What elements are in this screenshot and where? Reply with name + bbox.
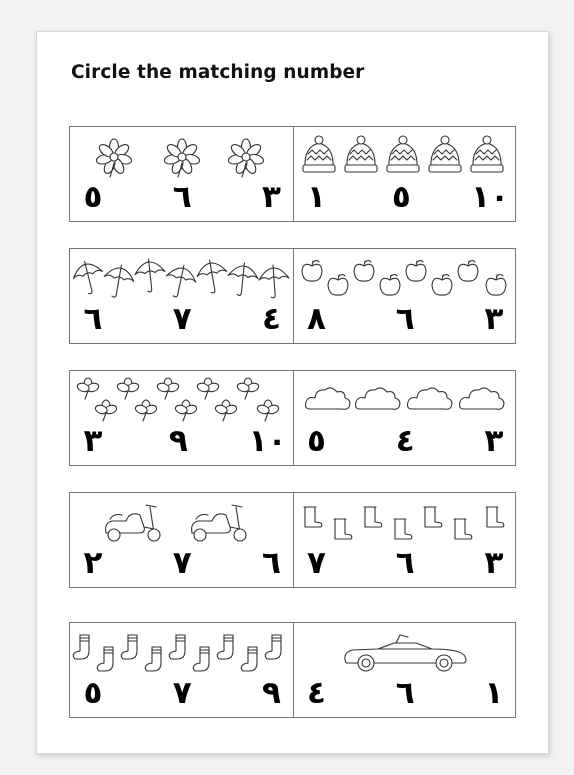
- number-choice[interactable]: ٢: [83, 545, 103, 581]
- number-choice[interactable]: ٥: [83, 675, 103, 711]
- exercise-row-2: [69, 248, 516, 344]
- hat-icon: [294, 127, 517, 185]
- umbrella-icon: [70, 249, 293, 307]
- number-choices: [70, 545, 293, 581]
- number-choices: [294, 179, 516, 215]
- exercise-box: [293, 127, 516, 221]
- number-choice[interactable]: ٤: [307, 675, 326, 711]
- boot-icon: [294, 493, 517, 551]
- number-choice[interactable]: ٦: [172, 179, 192, 215]
- exercise-box: [70, 493, 293, 587]
- flower-icon: [70, 127, 293, 185]
- exercise-box: [70, 127, 293, 221]
- number-choice[interactable]: ٩: [168, 423, 188, 459]
- exercise-row-5: [69, 622, 516, 718]
- number-choice[interactable]: ٣: [83, 423, 103, 459]
- number-choices: [70, 675, 293, 711]
- number-choice[interactable]: ٧: [307, 545, 326, 581]
- number-choice[interactable]: ٣: [484, 301, 504, 337]
- exercise-row-4: [69, 492, 516, 588]
- cloud-icon: [294, 371, 517, 429]
- number-choices: [70, 179, 293, 215]
- number-choice[interactable]: ٦: [262, 545, 281, 581]
- number-choice[interactable]: ٦: [395, 675, 415, 711]
- number-choice[interactable]: ٥: [307, 423, 326, 459]
- number-choice[interactable]: ٦: [395, 545, 415, 581]
- worksheet-page: [36, 31, 549, 754]
- leaf-icon: [70, 371, 293, 429]
- exercise-box: [70, 249, 293, 343]
- number-choice[interactable]: ٤: [262, 301, 281, 337]
- number-choice[interactable]: ٧: [172, 301, 192, 337]
- number-choice[interactable]: ٤: [395, 423, 415, 459]
- number-choices: [294, 423, 516, 459]
- number-choice[interactable]: ٥: [391, 179, 411, 215]
- number-choice[interactable]: ٣: [484, 423, 504, 459]
- apple-icon: [294, 249, 517, 307]
- number-choice[interactable]: ٧: [172, 675, 192, 711]
- number-choice[interactable]: ١: [484, 675, 504, 711]
- exercise-box: [293, 493, 516, 587]
- exercise-row-1: [69, 126, 516, 222]
- number-choice[interactable]: ٥: [83, 179, 103, 215]
- number-choice[interactable]: ٩: [262, 675, 281, 711]
- number-choices: [70, 301, 293, 337]
- number-choice[interactable]: ٣: [262, 179, 281, 215]
- page-title: Circle the matching number: [71, 62, 365, 83]
- exercise-box: [293, 249, 516, 343]
- car-icon: [294, 623, 517, 681]
- exercise-box: [293, 371, 516, 465]
- number-choice[interactable]: ٦: [83, 301, 103, 337]
- exercise-box: [293, 623, 516, 717]
- scooter-icon: [70, 493, 293, 551]
- exercise-row-3: [69, 370, 516, 466]
- number-choices: [294, 301, 516, 337]
- exercise-box: [70, 623, 293, 717]
- number-choice[interactable]: ١٠: [248, 423, 287, 459]
- number-choices: [294, 545, 516, 581]
- number-choice[interactable]: ٧: [172, 545, 192, 581]
- number-choice[interactable]: ١: [307, 179, 326, 215]
- number-choice[interactable]: ٦: [395, 301, 415, 337]
- number-choices: [70, 423, 293, 459]
- number-choice[interactable]: ٨: [307, 301, 326, 337]
- number-choices: [294, 675, 516, 711]
- number-choice[interactable]: ١٠: [471, 179, 509, 215]
- exercise-box: [70, 371, 293, 465]
- sock-icon: [70, 623, 293, 681]
- number-choice[interactable]: ٣: [484, 545, 504, 581]
